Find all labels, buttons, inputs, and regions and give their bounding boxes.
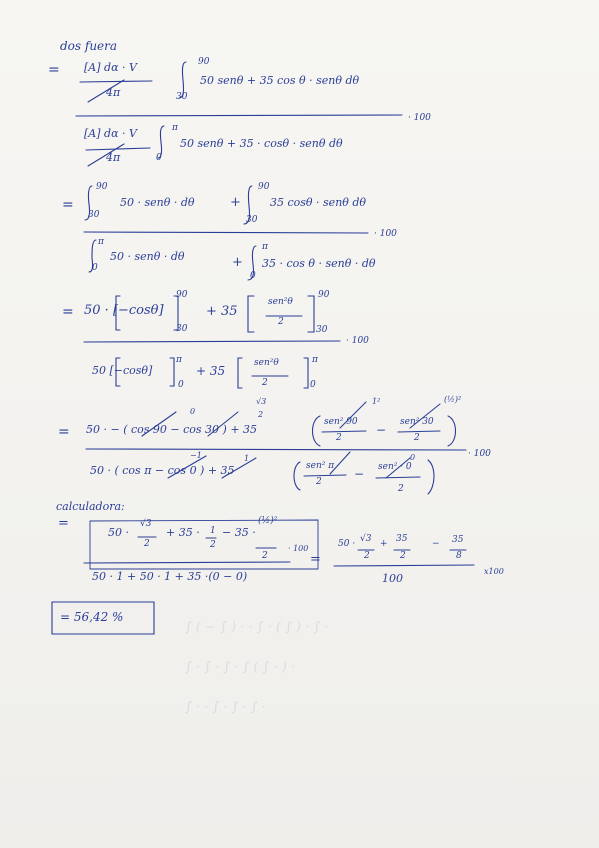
calc-denominator: 100	[382, 572, 403, 585]
fraction-numerator: sen² π	[306, 461, 335, 471]
bracket-upper-limit: 90	[318, 290, 330, 300]
header-title: dos fuera	[60, 39, 118, 53]
coefficient: + 35	[206, 304, 238, 319]
fraction-numerator: sen²θ	[268, 297, 293, 307]
integral-lower-limit: 30	[246, 215, 258, 225]
annotation: 1	[244, 454, 250, 463]
times-hundred: · 100	[468, 449, 491, 459]
fraction-numerator: 1	[210, 526, 216, 536]
evaluated-term: 50 · ( cos π − cos 0 ) + 35	[90, 464, 235, 477]
integral-lower-limit: 0	[156, 153, 162, 163]
integral-lower-limit: 0	[92, 263, 98, 273]
plus-sign: +	[232, 255, 243, 270]
calc-term: − 35 ·	[222, 526, 256, 539]
integrand: 50 senθ + 35 · cosθ · senθ dθ	[180, 137, 343, 150]
equals-sign: =	[310, 552, 321, 567]
equals-sign: =	[62, 304, 74, 320]
fraction-denominator: 2	[262, 378, 268, 388]
integral-upper-limit: 90	[198, 57, 210, 67]
reverse-side-bleed: ∫ · · ∫ · ∫ · ∫ ·	[185, 700, 266, 715]
times-hundred: · 100	[374, 229, 397, 239]
fraction-denominator: 2	[398, 484, 404, 494]
antiderivative-term: 50 [−cosθ]	[92, 364, 153, 377]
minus-sign: −	[376, 423, 387, 437]
bracket-lower-limit: 0	[310, 380, 316, 390]
bracket-upper-limit: 90	[176, 290, 188, 300]
fraction-numerator: sen² 30	[400, 417, 434, 427]
integral-upper-limit: π	[262, 242, 268, 252]
integrand: 35 cosθ · senθ dθ	[270, 196, 367, 209]
fraction-denominator: 2	[262, 551, 268, 561]
integral-upper-limit: 90	[96, 182, 108, 192]
fraction-denominator: 2	[364, 551, 370, 561]
annotation: 0	[410, 453, 416, 462]
equals-sign: =	[62, 197, 74, 213]
equals-sign: =	[58, 424, 70, 440]
times-hundred: x100	[484, 567, 504, 576]
fraction-numerator: sen²θ	[254, 358, 279, 368]
integrand: 50 · senθ · dθ	[120, 196, 195, 209]
integral-upper-limit: π	[172, 123, 178, 133]
annotation: 0	[190, 407, 196, 416]
integrand: 35 · cos θ · senθ · dθ	[262, 257, 376, 270]
bracket-lower-limit: 0	[178, 380, 184, 390]
plus-sign: +	[230, 195, 241, 210]
fraction-numerator: sen² · 0	[378, 462, 412, 472]
calc-term: 50 ·	[108, 526, 129, 539]
fraction-denominator: 2	[278, 317, 284, 327]
fraction-numerator: 35	[452, 535, 464, 545]
antiderivative-term: 50 · [−cosθ]	[84, 303, 164, 318]
calc-label: calculadora:	[56, 500, 125, 513]
factor-numerator: [A] dα · V	[84, 127, 137, 140]
times-hundred: · 100	[346, 336, 369, 346]
integral-lower-limit: 0	[250, 271, 256, 281]
factor-denominator: 4π	[106, 151, 121, 164]
fraction-numerator: (½)²	[258, 516, 278, 526]
minus-sign: −	[354, 467, 365, 481]
fraction-denominator: 2	[210, 540, 216, 550]
calc-term: −	[432, 539, 440, 549]
equals-sign: =	[58, 516, 69, 531]
annotation: √3	[256, 397, 267, 406]
reverse-side-bleed: ∫ ( − ∫ ) · · ∫ · ( ∫ ) · ∫ ·	[185, 620, 329, 635]
annotation: −1	[190, 451, 202, 460]
final-result: = 56,42 %	[60, 610, 124, 624]
integral-lower-limit: 30	[176, 92, 188, 102]
fraction-denominator: 2	[144, 539, 150, 549]
fraction-numerator: √3	[360, 534, 372, 544]
integrand: 50 senθ + 35 cos θ · senθ dθ	[200, 74, 360, 87]
bracket-upper-limit: π	[312, 355, 318, 365]
bracket-lower-limit: 30	[316, 325, 328, 335]
annotation: 2	[258, 410, 264, 419]
fraction-denominator: 8	[456, 551, 462, 561]
integral-upper-limit: 90	[258, 182, 270, 192]
fraction-denominator: 2	[316, 477, 322, 487]
fraction-numerator: sen² 90	[324, 417, 358, 427]
times-hundred: · 100	[288, 544, 309, 553]
calc-denominator: 50 · 1 + 50 · 1 + 35 ·(0 − 0)	[92, 570, 248, 583]
integral-upper-limit: π	[98, 237, 104, 247]
fraction-denominator: 2	[400, 551, 406, 561]
factor-denominator: 4π	[106, 86, 121, 99]
fraction-denominator: 2	[336, 433, 342, 443]
annotation: 1²	[372, 397, 381, 406]
reverse-side-bleed: ∫ · ∫ · ∫ · ∫ ( ∫ · ) ·	[185, 660, 296, 675]
coefficient: + 35	[196, 364, 226, 378]
calc-term: 50 ·	[338, 539, 356, 549]
annotation: (½)²	[444, 395, 462, 404]
fraction-numerator: 35	[396, 534, 408, 544]
integrand: 50 · senθ · dθ	[110, 250, 185, 263]
calc-term: + 35 ·	[166, 526, 200, 539]
evaluated-term: 50 · − ( cos 90 − cos 30 ) + 35	[86, 423, 258, 436]
bracket-upper-limit: π	[176, 355, 182, 365]
integral-lower-limit: 30	[88, 210, 100, 220]
fraction-numerator: √3	[140, 519, 152, 529]
times-hundred: · 100	[408, 113, 431, 123]
fraction-denominator: 2	[414, 433, 420, 443]
equals-sign: =	[48, 62, 60, 78]
bracket-lower-limit: 30	[176, 324, 188, 334]
factor-numerator: [A] dα · V	[84, 61, 137, 74]
calc-term: +	[380, 539, 388, 549]
